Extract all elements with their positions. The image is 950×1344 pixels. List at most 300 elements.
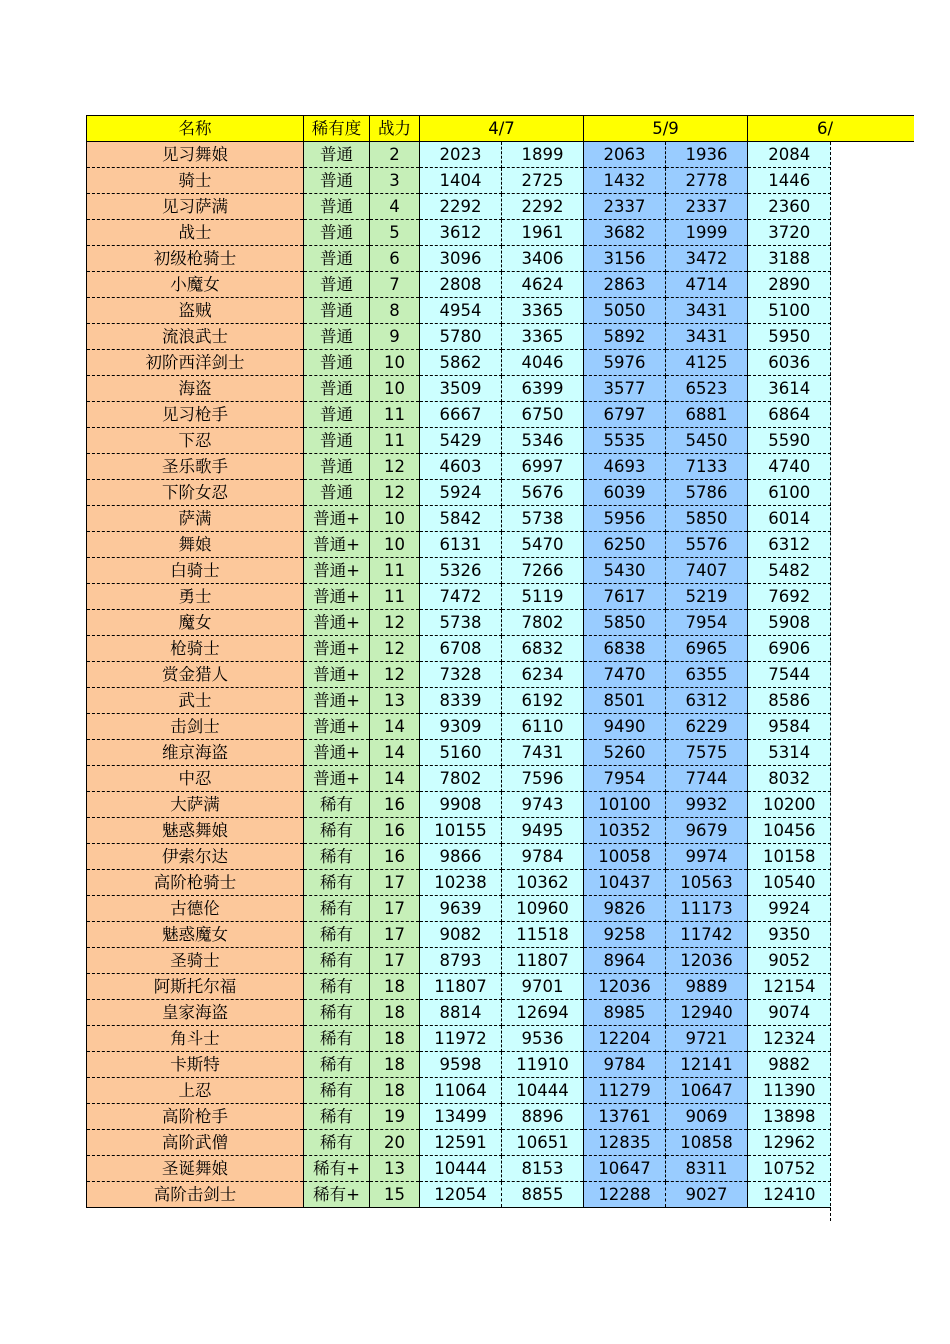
- cell-rarity[interactable]: 普通+: [304, 688, 370, 714]
- cell-c1[interactable]: 6864: [748, 402, 831, 428]
- cell-b1[interactable]: 7470: [584, 662, 666, 688]
- cell-a1[interactable]: 4954: [420, 298, 502, 324]
- cell-power[interactable]: 16: [370, 818, 420, 844]
- cell-a2[interactable]: 10444: [502, 1078, 584, 1104]
- cell-c1[interactable]: 3720: [748, 220, 831, 246]
- cell-a1[interactable]: 9598: [420, 1052, 502, 1078]
- cell-name[interactable]: 大萨满: [87, 792, 304, 818]
- cell-name[interactable]: 萨满: [87, 506, 304, 532]
- cell-rarity[interactable]: 稀有: [304, 1130, 370, 1156]
- cell-rarity[interactable]: 普通: [304, 298, 370, 324]
- cell-a1[interactable]: 5924: [420, 480, 502, 506]
- cell-power[interactable]: 10: [370, 506, 420, 532]
- cell-name[interactable]: 枪骑士: [87, 636, 304, 662]
- cell-a1[interactable]: 8339: [420, 688, 502, 714]
- cell-b2[interactable]: 7954: [666, 610, 748, 636]
- cell-name[interactable]: 见习萨满: [87, 194, 304, 220]
- cell-a2[interactable]: 8153: [502, 1156, 584, 1182]
- cell-b2[interactable]: 6229: [666, 714, 748, 740]
- header-period-b[interactable]: 5/9: [584, 116, 748, 142]
- cell-a2[interactable]: 6399: [502, 376, 584, 402]
- cell-b1[interactable]: 10100: [584, 792, 666, 818]
- cell-a2[interactable]: 10960: [502, 896, 584, 922]
- cell-c1[interactable]: 6014: [748, 506, 831, 532]
- cell-name[interactable]: 高阶枪手: [87, 1104, 304, 1130]
- cell-b2[interactable]: 7133: [666, 454, 748, 480]
- cell-power[interactable]: 11: [370, 584, 420, 610]
- cell-c1[interactable]: 8586: [748, 688, 831, 714]
- cell-name[interactable]: 伊索尔达: [87, 844, 304, 870]
- cell-rarity[interactable]: 普通: [304, 350, 370, 376]
- cell-power[interactable]: 10: [370, 350, 420, 376]
- cell-a1[interactable]: 5429: [420, 428, 502, 454]
- cell-a2[interactable]: 3365: [502, 324, 584, 350]
- cell-rarity[interactable]: 普通: [304, 272, 370, 298]
- cell-name[interactable]: 战士: [87, 220, 304, 246]
- cell-a2[interactable]: 8855: [502, 1182, 584, 1208]
- cell-b1[interactable]: 4693: [584, 454, 666, 480]
- cell-b2[interactable]: 9932: [666, 792, 748, 818]
- cell-b2[interactable]: 3472: [666, 246, 748, 272]
- cell-name[interactable]: 角斗士: [87, 1026, 304, 1052]
- cell-name[interactable]: 赏金猎人: [87, 662, 304, 688]
- cell-b2[interactable]: 7407: [666, 558, 748, 584]
- cell-a1[interactable]: 10444: [420, 1156, 502, 1182]
- cell-b1[interactable]: 9258: [584, 922, 666, 948]
- cell-power[interactable]: 11: [370, 402, 420, 428]
- cell-b2[interactable]: 5576: [666, 532, 748, 558]
- cell-c1[interactable]: 13898: [748, 1104, 831, 1130]
- cell-b2[interactable]: 5850: [666, 506, 748, 532]
- cell-name[interactable]: 武士: [87, 688, 304, 714]
- cell-b1[interactable]: 2863: [584, 272, 666, 298]
- cell-b2[interactable]: 8311: [666, 1156, 748, 1182]
- cell-name[interactable]: 见习舞娘: [87, 142, 304, 168]
- cell-a1[interactable]: 12054: [420, 1182, 502, 1208]
- cell-a1[interactable]: 9309: [420, 714, 502, 740]
- cell-a2[interactable]: 7266: [502, 558, 584, 584]
- cell-b2[interactable]: 6523: [666, 376, 748, 402]
- cell-power[interactable]: 10: [370, 532, 420, 558]
- cell-c1[interactable]: 5950: [748, 324, 831, 350]
- cell-c1[interactable]: 9350: [748, 922, 831, 948]
- header-power[interactable]: 战力: [370, 116, 420, 142]
- cell-rarity[interactable]: 稀有: [304, 974, 370, 1000]
- cell-power[interactable]: 18: [370, 1078, 420, 1104]
- cell-b1[interactable]: 5535: [584, 428, 666, 454]
- cell-c1[interactable]: 9074: [748, 1000, 831, 1026]
- cell-a1[interactable]: 11064: [420, 1078, 502, 1104]
- cell-b2[interactable]: 11742: [666, 922, 748, 948]
- cell-a2[interactable]: 10362: [502, 870, 584, 896]
- cell-a2[interactable]: 4046: [502, 350, 584, 376]
- cell-a1[interactable]: 10155: [420, 818, 502, 844]
- cell-power[interactable]: 12: [370, 636, 420, 662]
- cell-power[interactable]: 20: [370, 1130, 420, 1156]
- cell-power[interactable]: 11: [370, 558, 420, 584]
- cell-c1[interactable]: 9924: [748, 896, 831, 922]
- cell-b2[interactable]: 6312: [666, 688, 748, 714]
- cell-name[interactable]: 高阶击剑士: [87, 1182, 304, 1208]
- cell-c1[interactable]: 2360: [748, 194, 831, 220]
- cell-rarity[interactable]: 普通: [304, 454, 370, 480]
- cell-rarity[interactable]: 普通+: [304, 506, 370, 532]
- cell-power[interactable]: 12: [370, 662, 420, 688]
- cell-b1[interactable]: 10437: [584, 870, 666, 896]
- cell-power[interactable]: 18: [370, 974, 420, 1000]
- cell-a2[interactable]: 10651: [502, 1130, 584, 1156]
- cell-c1[interactable]: 6036: [748, 350, 831, 376]
- cell-name[interactable]: 卡斯特: [87, 1052, 304, 1078]
- cell-b1[interactable]: 8501: [584, 688, 666, 714]
- cell-b1[interactable]: 5260: [584, 740, 666, 766]
- cell-a1[interactable]: 5160: [420, 740, 502, 766]
- cell-c1[interactable]: 7692: [748, 584, 831, 610]
- cell-rarity[interactable]: 稀有+: [304, 1156, 370, 1182]
- cell-a1[interactable]: 9908: [420, 792, 502, 818]
- cell-name[interactable]: 圣骑士: [87, 948, 304, 974]
- cell-b1[interactable]: 3682: [584, 220, 666, 246]
- cell-a2[interactable]: 6110: [502, 714, 584, 740]
- cell-name[interactable]: 初级枪骑士: [87, 246, 304, 272]
- cell-b2[interactable]: 5786: [666, 480, 748, 506]
- cell-power[interactable]: 18: [370, 1052, 420, 1078]
- cell-a2[interactable]: 6192: [502, 688, 584, 714]
- cell-name[interactable]: 中忍: [87, 766, 304, 792]
- cell-power[interactable]: 13: [370, 688, 420, 714]
- cell-power[interactable]: 18: [370, 1000, 420, 1026]
- cell-a2[interactable]: 4624: [502, 272, 584, 298]
- cell-a1[interactable]: 3509: [420, 376, 502, 402]
- cell-rarity[interactable]: 普通+: [304, 662, 370, 688]
- cell-c1[interactable]: 5590: [748, 428, 831, 454]
- cell-a1[interactable]: 5326: [420, 558, 502, 584]
- cell-a1[interactable]: 2292: [420, 194, 502, 220]
- cell-c1[interactable]: 10752: [748, 1156, 831, 1182]
- cell-c1[interactable]: 2890: [748, 272, 831, 298]
- cell-b1[interactable]: 2063: [584, 142, 666, 168]
- cell-a1[interactable]: 6708: [420, 636, 502, 662]
- cell-a1[interactable]: 7328: [420, 662, 502, 688]
- cell-b1[interactable]: 12288: [584, 1182, 666, 1208]
- cell-rarity[interactable]: 稀有: [304, 1052, 370, 1078]
- cell-c1[interactable]: 11390: [748, 1078, 831, 1104]
- cell-b1[interactable]: 9490: [584, 714, 666, 740]
- cell-name[interactable]: 下忍: [87, 428, 304, 454]
- cell-b2[interactable]: 4714: [666, 272, 748, 298]
- cell-b1[interactable]: 5956: [584, 506, 666, 532]
- cell-rarity[interactable]: 普通: [304, 246, 370, 272]
- cell-rarity[interactable]: 普通+: [304, 766, 370, 792]
- cell-rarity[interactable]: 稀有: [304, 870, 370, 896]
- cell-rarity[interactable]: 普通: [304, 324, 370, 350]
- cell-name[interactable]: 圣乐歌手: [87, 454, 304, 480]
- cell-b1[interactable]: 6039: [584, 480, 666, 506]
- cell-b2[interactable]: 1936: [666, 142, 748, 168]
- cell-name[interactable]: 古德伦: [87, 896, 304, 922]
- cell-c1[interactable]: 9584: [748, 714, 831, 740]
- cell-name[interactable]: 阿斯托尔福: [87, 974, 304, 1000]
- cell-b2[interactable]: 3431: [666, 324, 748, 350]
- cell-rarity[interactable]: 普通+: [304, 714, 370, 740]
- cell-power[interactable]: 5: [370, 220, 420, 246]
- cell-b1[interactable]: 13761: [584, 1104, 666, 1130]
- cell-b1[interactable]: 12036: [584, 974, 666, 1000]
- cell-c1[interactable]: 12962: [748, 1130, 831, 1156]
- cell-a1[interactable]: 5780: [420, 324, 502, 350]
- cell-c1[interactable]: 10158: [748, 844, 831, 870]
- cell-c1[interactable]: 6312: [748, 532, 831, 558]
- cell-c1[interactable]: 10200: [748, 792, 831, 818]
- cell-a1[interactable]: 13499: [420, 1104, 502, 1130]
- cell-name[interactable]: 见习枪手: [87, 402, 304, 428]
- cell-a2[interactable]: 7802: [502, 610, 584, 636]
- cell-b2[interactable]: 6965: [666, 636, 748, 662]
- cell-b1[interactable]: 10352: [584, 818, 666, 844]
- cell-power[interactable]: 12: [370, 454, 420, 480]
- cell-c1[interactable]: 5482: [748, 558, 831, 584]
- cell-b1[interactable]: 10647: [584, 1156, 666, 1182]
- cell-b2[interactable]: 9069: [666, 1104, 748, 1130]
- cell-power[interactable]: 7: [370, 272, 420, 298]
- cell-a2[interactable]: 3365: [502, 298, 584, 324]
- cell-power[interactable]: 16: [370, 844, 420, 870]
- cell-a2[interactable]: 9743: [502, 792, 584, 818]
- cell-a2[interactable]: 11807: [502, 948, 584, 974]
- cell-a1[interactable]: 3096: [420, 246, 502, 272]
- cell-rarity[interactable]: 普通: [304, 428, 370, 454]
- cell-a1[interactable]: 5842: [420, 506, 502, 532]
- cell-rarity[interactable]: 稀有: [304, 1104, 370, 1130]
- cell-c1[interactable]: 5908: [748, 610, 831, 636]
- cell-c1[interactable]: 8032: [748, 766, 831, 792]
- cell-a1[interactable]: 11972: [420, 1026, 502, 1052]
- cell-rarity[interactable]: 普通+: [304, 584, 370, 610]
- cell-rarity[interactable]: 普通: [304, 168, 370, 194]
- cell-b1[interactable]: 3577: [584, 376, 666, 402]
- cell-name[interactable]: 骑士: [87, 168, 304, 194]
- cell-name[interactable]: 海盗: [87, 376, 304, 402]
- cell-a1[interactable]: 5738: [420, 610, 502, 636]
- cell-a2[interactable]: 5119: [502, 584, 584, 610]
- cell-name[interactable]: 勇士: [87, 584, 304, 610]
- cell-rarity[interactable]: 稀有: [304, 792, 370, 818]
- cell-rarity[interactable]: 普通+: [304, 558, 370, 584]
- cell-c1[interactable]: 2084: [748, 142, 831, 168]
- cell-rarity[interactable]: 普通: [304, 194, 370, 220]
- cell-b2[interactable]: 6881: [666, 402, 748, 428]
- cell-c1[interactable]: 10456: [748, 818, 831, 844]
- cell-b1[interactable]: 11279: [584, 1078, 666, 1104]
- cell-power[interactable]: 17: [370, 922, 420, 948]
- cell-a1[interactable]: 7802: [420, 766, 502, 792]
- cell-a2[interactable]: 11910: [502, 1052, 584, 1078]
- cell-power[interactable]: 11: [370, 428, 420, 454]
- cell-b2[interactable]: 7744: [666, 766, 748, 792]
- cell-name[interactable]: 流浪武士: [87, 324, 304, 350]
- cell-a2[interactable]: 5676: [502, 480, 584, 506]
- cell-rarity[interactable]: 普通: [304, 220, 370, 246]
- cell-b2[interactable]: 10563: [666, 870, 748, 896]
- cell-rarity[interactable]: 普通: [304, 142, 370, 168]
- cell-b2[interactable]: 12141: [666, 1052, 748, 1078]
- cell-rarity[interactable]: 普通+: [304, 532, 370, 558]
- cell-rarity[interactable]: 普通: [304, 480, 370, 506]
- cell-b1[interactable]: 9826: [584, 896, 666, 922]
- cell-b2[interactable]: 5450: [666, 428, 748, 454]
- cell-a2[interactable]: 2292: [502, 194, 584, 220]
- cell-b2[interactable]: 1999: [666, 220, 748, 246]
- cell-name[interactable]: 魅惑舞娘: [87, 818, 304, 844]
- cell-b2[interactable]: 10858: [666, 1130, 748, 1156]
- cell-c1[interactable]: 9052: [748, 948, 831, 974]
- cell-name[interactable]: 魅惑魔女: [87, 922, 304, 948]
- cell-b1[interactable]: 6250: [584, 532, 666, 558]
- cell-a2[interactable]: 7431: [502, 740, 584, 766]
- cell-name[interactable]: 下阶女忍: [87, 480, 304, 506]
- cell-b2[interactable]: 6355: [666, 662, 748, 688]
- cell-c1[interactable]: 9882: [748, 1052, 831, 1078]
- header-rarity[interactable]: 稀有度: [304, 116, 370, 142]
- cell-b2[interactable]: 2778: [666, 168, 748, 194]
- cell-b1[interactable]: 7954: [584, 766, 666, 792]
- cell-a1[interactable]: 2023: [420, 142, 502, 168]
- cell-power[interactable]: 14: [370, 766, 420, 792]
- cell-rarity[interactable]: 普通+: [304, 610, 370, 636]
- cell-b1[interactable]: 3156: [584, 246, 666, 272]
- cell-b2[interactable]: 9027: [666, 1182, 748, 1208]
- cell-name[interactable]: 初阶西洋剑士: [87, 350, 304, 376]
- cell-b1[interactable]: 1432: [584, 168, 666, 194]
- cell-a1[interactable]: 12591: [420, 1130, 502, 1156]
- cell-a1[interactable]: 1404: [420, 168, 502, 194]
- cell-c1[interactable]: 6906: [748, 636, 831, 662]
- cell-c1[interactable]: 3614: [748, 376, 831, 402]
- cell-power[interactable]: 19: [370, 1104, 420, 1130]
- cell-rarity[interactable]: 稀有: [304, 1026, 370, 1052]
- cell-a2[interactable]: 5738: [502, 506, 584, 532]
- cell-c1[interactable]: 12410: [748, 1182, 831, 1208]
- cell-rarity[interactable]: 稀有: [304, 844, 370, 870]
- cell-power[interactable]: 17: [370, 948, 420, 974]
- cell-b1[interactable]: 5892: [584, 324, 666, 350]
- cell-power[interactable]: 6: [370, 246, 420, 272]
- cell-a1[interactable]: 9639: [420, 896, 502, 922]
- cell-c1[interactable]: 5100: [748, 298, 831, 324]
- cell-c1[interactable]: 12324: [748, 1026, 831, 1052]
- cell-b1[interactable]: 12204: [584, 1026, 666, 1052]
- cell-rarity[interactable]: 稀有: [304, 1078, 370, 1104]
- cell-b1[interactable]: 8985: [584, 1000, 666, 1026]
- cell-a1[interactable]: 4603: [420, 454, 502, 480]
- cell-a2[interactable]: 9701: [502, 974, 584, 1000]
- cell-a1[interactable]: 6131: [420, 532, 502, 558]
- cell-power[interactable]: 14: [370, 740, 420, 766]
- cell-name[interactable]: 皇家海盗: [87, 1000, 304, 1026]
- cell-c1[interactable]: 4740: [748, 454, 831, 480]
- cell-b1[interactable]: 12835: [584, 1130, 666, 1156]
- cell-power[interactable]: 4: [370, 194, 420, 220]
- cell-name[interactable]: 魔女: [87, 610, 304, 636]
- cell-b1[interactable]: 9784: [584, 1052, 666, 1078]
- cell-a2[interactable]: 6750: [502, 402, 584, 428]
- cell-name[interactable]: 舞娘: [87, 532, 304, 558]
- cell-c1[interactable]: 6100: [748, 480, 831, 506]
- cell-a1[interactable]: 5862: [420, 350, 502, 376]
- cell-b2[interactable]: 10647: [666, 1078, 748, 1104]
- cell-b2[interactable]: 7575: [666, 740, 748, 766]
- cell-a2[interactable]: 9495: [502, 818, 584, 844]
- cell-power[interactable]: 9: [370, 324, 420, 350]
- cell-name[interactable]: 维京海盗: [87, 740, 304, 766]
- cell-power[interactable]: 14: [370, 714, 420, 740]
- cell-b2[interactable]: 12036: [666, 948, 748, 974]
- cell-a2[interactable]: 2725: [502, 168, 584, 194]
- cell-a1[interactable]: 8793: [420, 948, 502, 974]
- cell-power[interactable]: 17: [370, 870, 420, 896]
- cell-name[interactable]: 圣诞舞娘: [87, 1156, 304, 1182]
- cell-b1[interactable]: 6838: [584, 636, 666, 662]
- cell-b2[interactable]: 4125: [666, 350, 748, 376]
- cell-b2[interactable]: 9974: [666, 844, 748, 870]
- cell-rarity[interactable]: 稀有: [304, 1000, 370, 1026]
- cell-power[interactable]: 16: [370, 792, 420, 818]
- cell-c1[interactable]: 7544: [748, 662, 831, 688]
- cell-c1[interactable]: 5314: [748, 740, 831, 766]
- cell-power[interactable]: 3: [370, 168, 420, 194]
- cell-b2[interactable]: 9889: [666, 974, 748, 1000]
- cell-rarity[interactable]: 普通: [304, 402, 370, 428]
- cell-b2[interactable]: 11173: [666, 896, 748, 922]
- cell-a1[interactable]: 8814: [420, 1000, 502, 1026]
- cell-a2[interactable]: 5470: [502, 532, 584, 558]
- cell-a2[interactable]: 9536: [502, 1026, 584, 1052]
- cell-b1[interactable]: 5050: [584, 298, 666, 324]
- cell-a2[interactable]: 1961: [502, 220, 584, 246]
- cell-power[interactable]: 13: [370, 1156, 420, 1182]
- header-name[interactable]: 名称: [87, 116, 304, 142]
- cell-name[interactable]: 盗贼: [87, 298, 304, 324]
- cell-name[interactable]: 高阶枪骑士: [87, 870, 304, 896]
- cell-a2[interactable]: 5346: [502, 428, 584, 454]
- cell-b2[interactable]: 5219: [666, 584, 748, 610]
- cell-b1[interactable]: 7617: [584, 584, 666, 610]
- header-period-c[interactable]: [817, 115, 914, 142]
- cell-a2[interactable]: 6997: [502, 454, 584, 480]
- cell-a1[interactable]: 3612: [420, 220, 502, 246]
- cell-rarity[interactable]: 稀有: [304, 922, 370, 948]
- cell-rarity[interactable]: 稀有: [304, 818, 370, 844]
- cell-a2[interactable]: 6234: [502, 662, 584, 688]
- cell-name[interactable]: 白骑士: [87, 558, 304, 584]
- header-period-a[interactable]: 4/7: [420, 116, 584, 142]
- cell-name[interactable]: 上忍: [87, 1078, 304, 1104]
- cell-c1[interactable]: 3188: [748, 246, 831, 272]
- cell-name[interactable]: 高阶武僧: [87, 1130, 304, 1156]
- cell-a1[interactable]: 9082: [420, 922, 502, 948]
- cell-power[interactable]: 15: [370, 1182, 420, 1208]
- cell-b1[interactable]: 5976: [584, 350, 666, 376]
- cell-b1[interactable]: 2337: [584, 194, 666, 220]
- cell-a2[interactable]: 9784: [502, 844, 584, 870]
- cell-a1[interactable]: 9866: [420, 844, 502, 870]
- cell-rarity[interactable]: 稀有: [304, 948, 370, 974]
- cell-c1[interactable]: 10540: [748, 870, 831, 896]
- cell-b2[interactable]: 3431: [666, 298, 748, 324]
- cell-b1[interactable]: 10058: [584, 844, 666, 870]
- cell-a2[interactable]: 6832: [502, 636, 584, 662]
- cell-rarity[interactable]: 普通: [304, 376, 370, 402]
